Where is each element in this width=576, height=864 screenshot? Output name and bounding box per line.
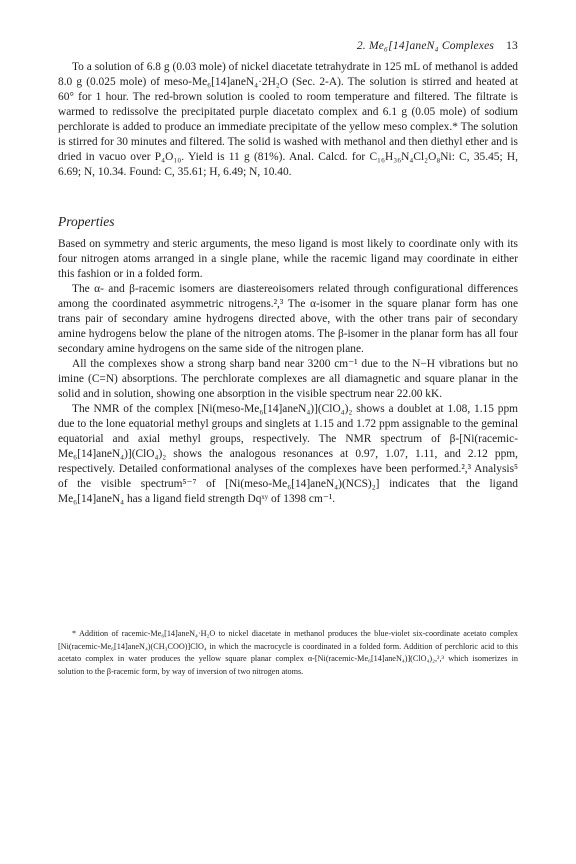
properties-paragraph-1: Based on symmetry and steric arguments, the meso ligand is most likely to coordinate only with its four nitrogen atoms arranged in a single plane, while the racemic ligand may coordinate in either this fashion or in a folded form.	[58, 238, 518, 280]
running-title: 2. Me₆[14]aneN₄ Complexes	[356, 40, 495, 52]
footnote	[58, 628, 518, 678]
properties-paragraph-4: The NMR of the complex [Ni(meso-Me₆[14]aneN₄)](ClO₄)₂ shows a doublet at 1.08, 1.15 ppm due to the lone equatorial methyl groups and singlets at 1.15 and 1.72 ppm assignable to the geminal equatorial and axial methyl groups, respectively. The NMR spectrum of β-[Ni(racemic-Me₆[14]aneN₄)](ClO₄)₂ shows the analogous resonances at 0.97, 1.07, 1.11, and 2.12 ppm, respectively. Detailed conformational analyses of the complexes have been performed.²,³ Analysis⁵ of the visible spectrum⁵⁻⁷ of [Ni(meso-Me₆[14]aneN₄)(NCS)₂] indicates that the ligand Me₆[14]aneN₄ has a ligand field strength Dqˣʸ of 1398 cm⁻¹.	[58, 403, 518, 505]
running-header	[357, 40, 518, 52]
procedure-paragraph: To a solution of 6.8 g (0.03 mole) of nickel diacetate tetrahydrate in 125 mL of methanol is added 8.0 g (0.025 mole) of meso-Me₆[14]aneN₄·2H₂O (Sec. 2-A). The solution is stirred and heated at 60° for 1 hour. The red-brown solution is cooled to room temperature and filtered. The filtrate is warmed to redissolve the precipitated purple diacetato complex and 6.1 g (0.05 mole) of sodium perchlorate is added to produce an immediate precipitate of the yellow meso complex.* The solution is stirred for 30 minutes and filtered. The solid is washed with methanol and then diethyl ether and is dried in vacuo over P₄O₁₀. Yield is 11 g (81%). Anal. Calcd. for C₁₆H₃₆N₄Cl₂O₈Ni: C, 35.45; H, 6.69; N, 10.34. Found: C, 35.61; H, 6.49; N, 10.40.	[58, 61, 518, 178]
footnote-text: * Addition of racemic-Me₆[14]aneN₄·H₂O to nickel diacetate in methanol produces the blue-violet six-coordinate acetato complex [Ni(racemic-Me₆[14]aneN₄)(CH₃COO)]ClO₄ in which the macrocycle is coordinated in a folded form. Addition of perchloric acid to this acetato complex in water produces the yellow square planar complex α-[Ni(racemic-Me₆[14]aneN₄)](ClO₄)₂,²,³ which isomerizes in solution to the β-racemic form, by way of inversion of two nitrogen atoms.	[58, 629, 518, 676]
properties-paragraph-2: The α- and β-racemic isomers are diastereoisomers related through configurational differences among the coordinated asymmetric nitrogens.²,³ The α-isomer in the square planar form has one trans pair of secondary amine hydrogens directed above, with the other trans pair of secondary amine hydrogens below the plane of the nitrogen atoms. The β-isomer in the planar form has all four secondary amine hydrogens on the same side of the nitrogen plane.	[58, 283, 518, 355]
properties-paragraph-3: All the complexes show a strong sharp band near 3200 cm⁻¹ due to the N−H vibrations but no imine (C=N) absorptions. The perchlorate complexes are all diamagnetic and square planar in the solid and in solution, showing one absorption in the visible spectrum near 22.00 kK.	[58, 358, 518, 400]
page-number: 13	[506, 40, 518, 52]
main-text	[58, 60, 518, 507]
section-heading-properties: Properties	[58, 214, 115, 229]
